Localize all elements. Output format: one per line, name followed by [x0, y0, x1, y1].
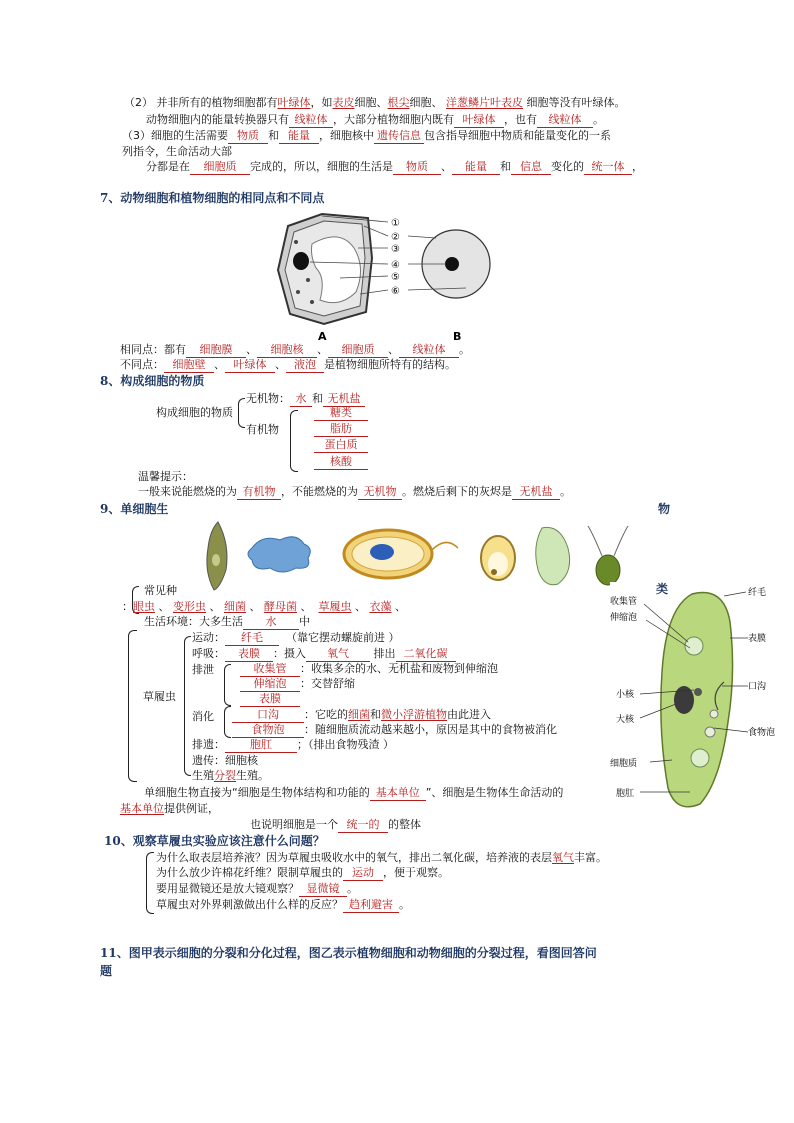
plant-nucleus	[293, 252, 309, 270]
s6-line1: （2） 并非所有的植物细胞都有叶绿体，如表皮细胞、根尖细胞、 洋葱鳞片叶表皮 细胞等没有叶绿体。	[124, 96, 626, 109]
s10-q3: 要用显微镜还是放大镜观察？ 显微镜 。	[156, 882, 358, 895]
section-11-heading: 11、图甲表示细胞的分裂和分化过程，图乙表示植物细胞和动物细胞的分裂过程，看图回答问	[100, 946, 597, 960]
s9-para-inner-brace	[184, 636, 191, 776]
s9-dg-1: 口沟 ：它吃的细菌和微小浮游植物由此进入	[232, 708, 491, 723]
label-macronucleus: 大核	[616, 715, 635, 725]
s9-heredity: 遗传：细胞核	[192, 754, 258, 767]
section-8-heading: 8、构成细胞的物质	[100, 374, 205, 388]
marker-3: ③	[391, 244, 400, 255]
s8-inorganic: 无机物： 水 和 无机盐	[246, 392, 365, 407]
section-7-heading: 7、动物细胞和植物细胞的相同点和不同点	[100, 191, 325, 205]
chlamydomonas-image	[596, 555, 620, 585]
section-9-heading-tail: 物	[658, 502, 671, 516]
label-contractile-vacuole: 伸缩泡	[610, 613, 638, 623]
s9-summary-1: 单细胞生物直接为“细胞是生物体结构和功能的 基本单位 ”、细胞是生物体生命活动的	[144, 786, 564, 799]
s9-egestion: 排遗： 胞肛 ；（排出食物残渣 ）	[192, 738, 394, 751]
label-collecting-tube: 收集管	[610, 597, 638, 607]
label-cilia: 纤毛	[748, 588, 767, 598]
s9-excretion: 排泄	[192, 663, 214, 676]
s9-excretion-brace	[224, 664, 231, 706]
s9-digestion-brace	[224, 706, 231, 738]
s10-q2: 为什么放少许棉花纤维？限制草履虫的 运动 ，便于观察。	[156, 866, 449, 879]
s8-tip-title: 温馨提示：	[138, 470, 193, 483]
s6-line4: 列指令，生命活动大部	[122, 145, 232, 158]
marker-6: ⑥	[391, 286, 400, 297]
s6-line3: （3）细胞的生活需要 物质 和 能量 ，细胞核中 遗传信息 包含指导细胞中物质和能量变化的一系	[122, 129, 611, 142]
organisms-figure	[196, 514, 636, 594]
marker-4: ④	[391, 260, 400, 271]
s9-respiration: 呼吸： 表膜 ：摄入 氧气 排出 二氧化碳	[192, 647, 456, 662]
cell-comparison-figure	[270, 208, 502, 344]
section-10-heading: 10、观察草履虫实验应该注意什么问题？	[104, 834, 325, 848]
s8-org-4: 核酸	[314, 455, 368, 470]
s8-tip: 一般来说能燃烧的为 有机物 ，不能燃烧的为 无机物 。燃烧后剩下的灰烬是 无机盐 。	[138, 485, 571, 498]
s9-para-brace	[128, 630, 137, 782]
s9-reproduction: 生殖分裂生殖。	[192, 769, 269, 782]
s9-environment: 生活环境：大多生活 水 中	[144, 615, 310, 628]
s9-common: 常见种	[144, 584, 177, 597]
s9-species-line: ：眼虫 、 变形虫 、 细菌 、 酵母菌 、 草履虫 、 衣藻 、	[122, 600, 406, 613]
s10-q4: 草履虫对外界刺激做出什么样的反应？ 趋利避害 。	[156, 898, 410, 911]
section-9-heading: 9、单细胞生	[100, 502, 169, 516]
s9-ex-3: 表膜	[240, 692, 300, 707]
s9-paramecium-title: 草履虫	[143, 690, 176, 703]
s8-organic: 有机物	[246, 423, 279, 436]
s6-line5: 分都是在 细胞质 完成的，所以，细胞的生活是 物质 、 能量 和 信息 变化的 统一体 ，	[146, 160, 643, 173]
label-food-vacuole: 食物泡	[748, 728, 776, 738]
s6-line2: 动物细胞内的能量转换器只有 线粒体 ，大部分植物细胞内既有 叶绿体 ，也有 线粒体 。	[146, 113, 604, 126]
label-b: B	[453, 330, 462, 343]
label-cytoplasm: 细胞质	[610, 759, 638, 769]
s8-root: 构成细胞的物质	[156, 406, 233, 419]
label-oral-groove: 口沟	[748, 682, 767, 692]
section-11-heading-2: 题	[100, 964, 113, 978]
s9-ex-2: 伸缩泡 ：交替舒缩	[240, 677, 355, 692]
s8-org-3: 蛋白质	[314, 438, 368, 453]
label-micronucleus: 小核	[616, 690, 635, 700]
s9-dg-2: 食物泡 ：随细胞质流动越来越小，原因是其中的食物被消化	[232, 723, 557, 738]
s9-ex-1: 收集管 ：收集多余的水、无机盐和废物到伸缩泡	[240, 662, 498, 677]
s7-diff-line: 不同点： 细胞壁 、 叶绿体 、 液泡 是植物细胞所特有的结构。	[120, 358, 456, 371]
animal-nucleus	[445, 257, 459, 271]
s8-org-1: 糖类	[314, 406, 368, 421]
label-anal-pore: 胞肛	[616, 789, 635, 799]
s8-org-2: 脂肪	[314, 422, 368, 437]
s10-brace	[146, 852, 154, 914]
s7-same-line: 相同点：都有 细胞膜 、 细胞核 、 细胞质 、 线粒体 。	[120, 343, 470, 356]
label-a: A	[318, 330, 327, 343]
s8-organic-brace	[290, 410, 298, 472]
s9-summary-3: 也说明细胞是一个 统一的 的整体	[250, 818, 421, 831]
s10-q1: 为什么取表层培养液？因为草履虫吸收水中的氧气，排出二氧化碳，培养液的表层氧气丰富。	[156, 851, 607, 864]
paramecium-small-image	[536, 527, 570, 584]
marker-5: ⑤	[391, 272, 400, 283]
paramecium-figure	[610, 582, 778, 820]
marker-1: ①	[391, 218, 400, 229]
s8-brace	[238, 398, 245, 428]
s9-movement: 运动： 纤毛 （靠它摆动螺旋前进 ）	[192, 631, 400, 644]
marker-2: ②	[391, 232, 400, 243]
s9-summary-2: 基本单位提供例证，	[120, 802, 219, 815]
s9-digestion: 消化	[192, 710, 214, 723]
section-9-heading-tail-2: 类	[656, 582, 669, 596]
label-pellicle: 表膜	[748, 634, 767, 644]
amoeba-image	[248, 537, 310, 572]
